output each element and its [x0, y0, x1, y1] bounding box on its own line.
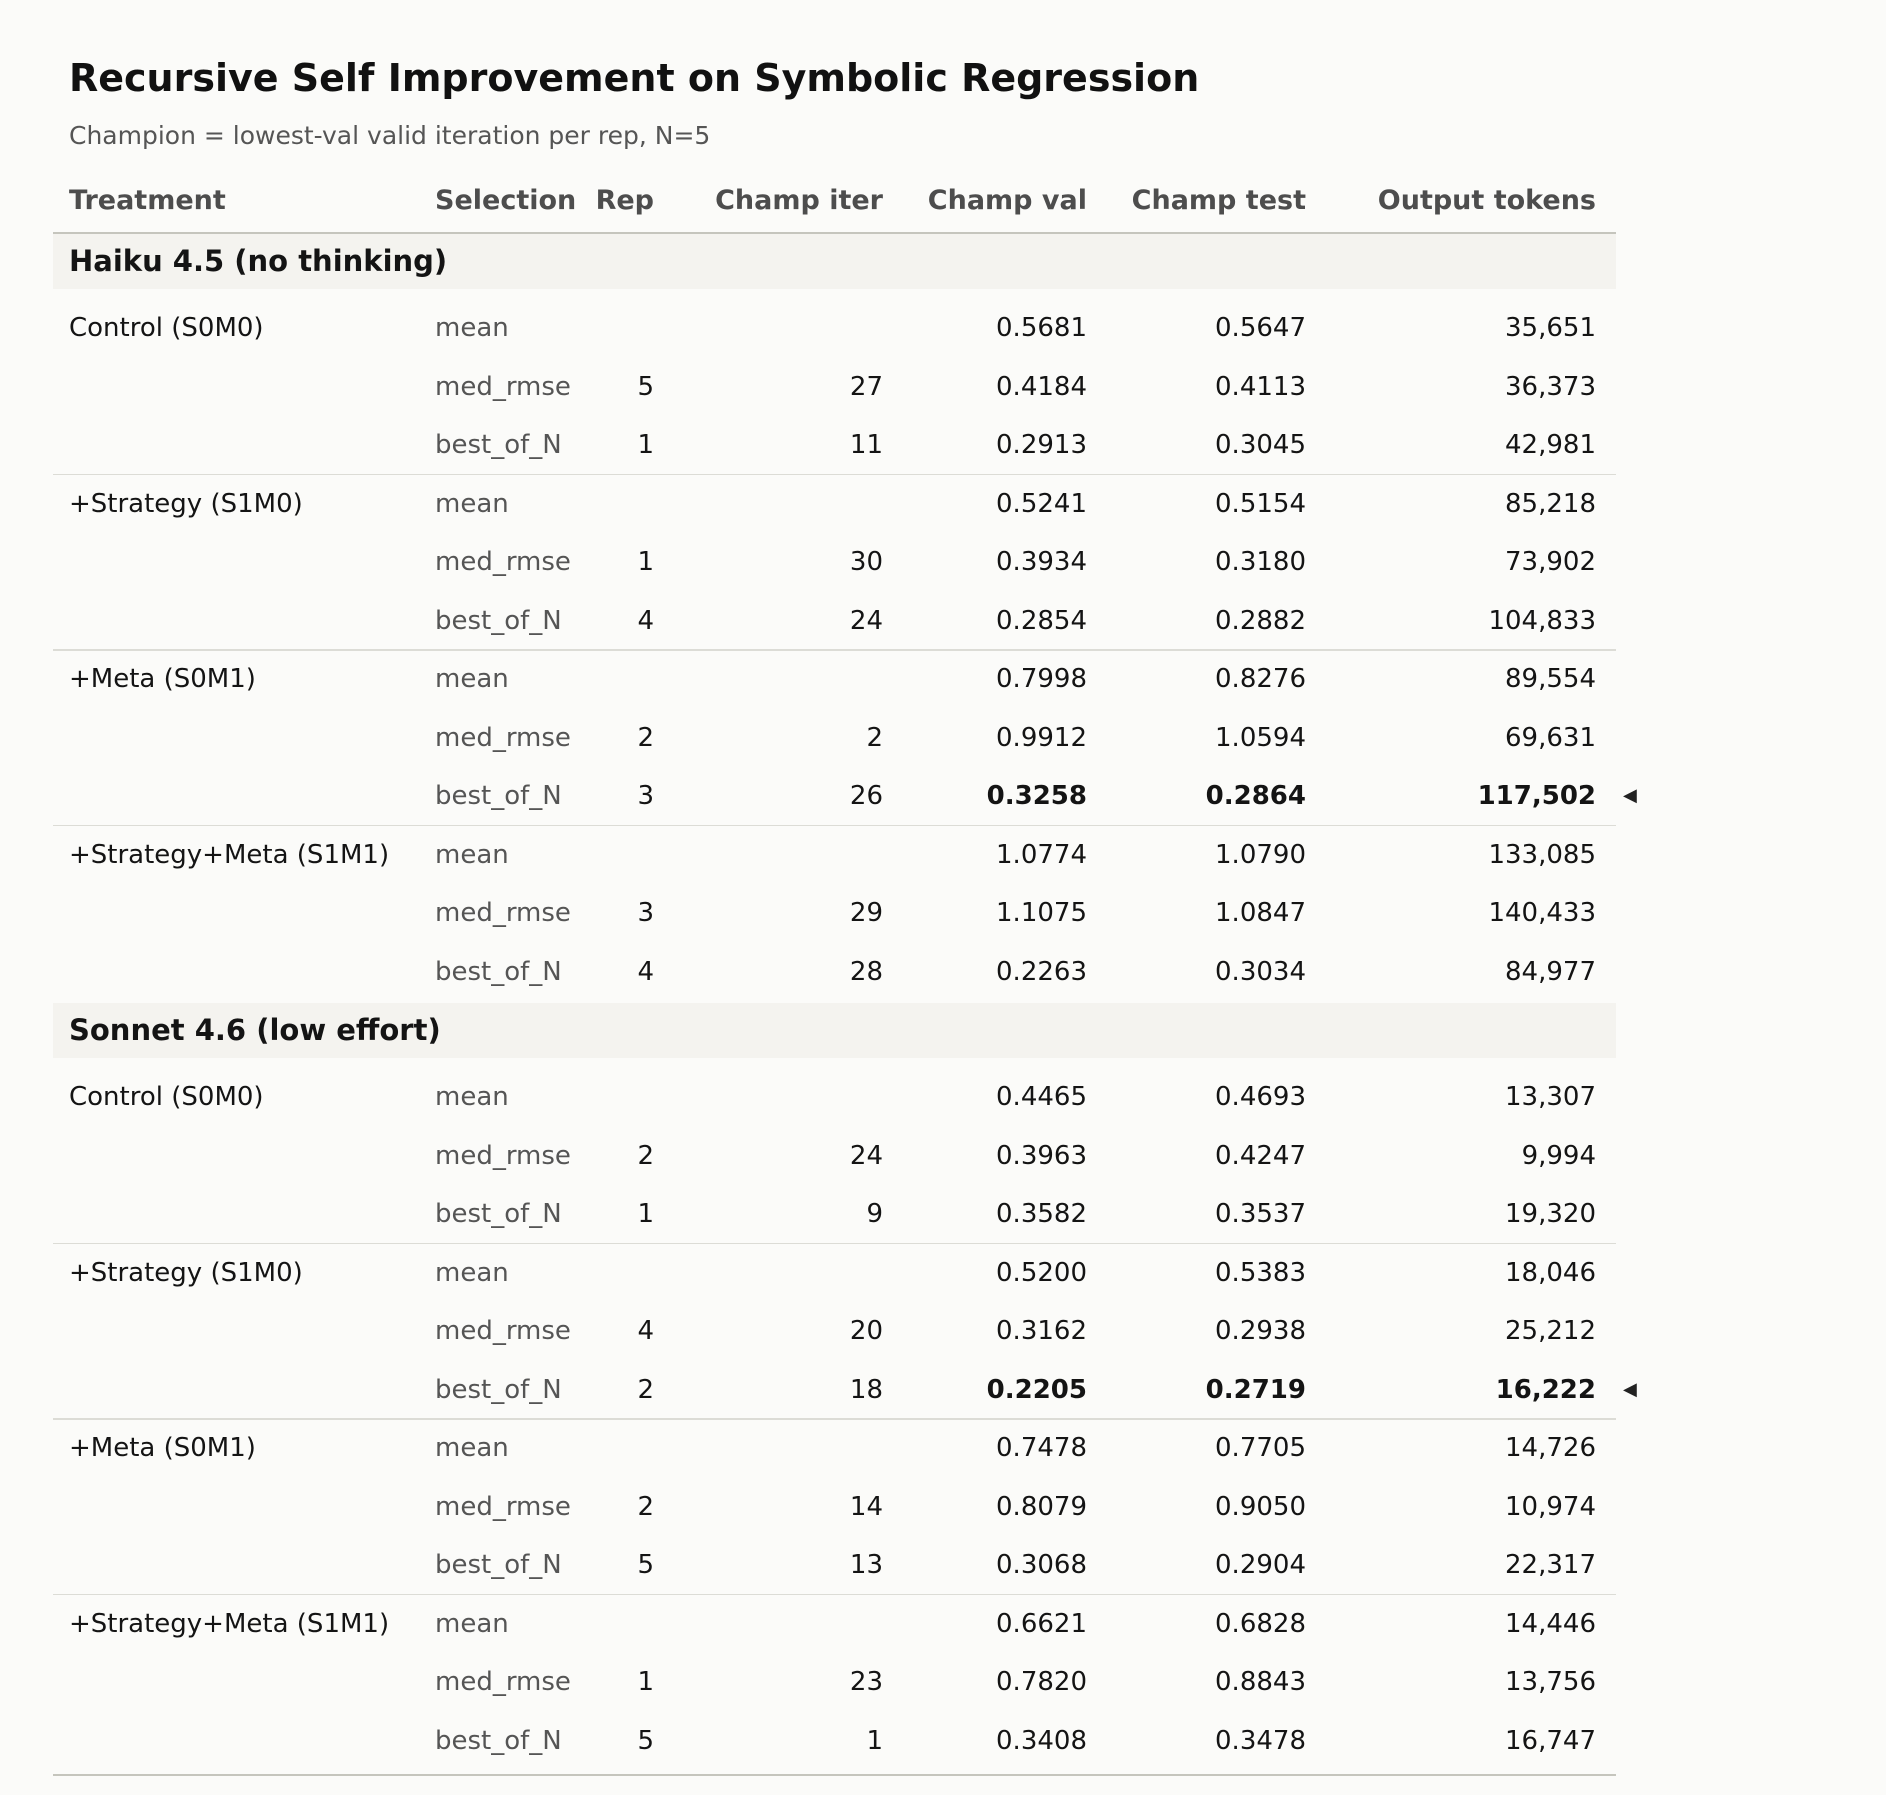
champ-val-cell: 0.3162	[996, 1316, 1087, 1346]
group-title: Sonnet 4.6 (low effort)	[69, 1013, 441, 1047]
treatment-label: +Strategy (S1M0)	[69, 488, 303, 519]
column-header-selection: Selection	[435, 185, 577, 216]
table-row	[53, 1712, 1616, 1771]
chart-title: Recursive Self Improvement on Symbolic Regression	[69, 56, 1200, 100]
output-tokens-cell: 19,320	[1505, 1199, 1596, 1229]
selection-cell: best_of_N	[435, 430, 562, 460]
champ-val-cell: 0.2263	[996, 956, 1087, 987]
champ-test-cell: 1.0847	[1215, 898, 1306, 928]
rep-cell: 3	[637, 898, 654, 928]
table-row	[53, 416, 1616, 475]
champ-test-cell: 0.4247	[1215, 1140, 1306, 1171]
selection-cell: best_of_N	[435, 781, 562, 811]
group-header	[53, 1003, 1616, 1058]
output-tokens-cell: 73,902	[1505, 547, 1596, 577]
bottom-rule	[53, 1774, 1616, 1776]
table-row	[53, 475, 1616, 534]
champ-test-cell: 0.2719	[1205, 1374, 1306, 1405]
selection-cell: mean	[435, 488, 509, 519]
champ-val-cell: 0.9912	[996, 722, 1087, 753]
rep-cell: 1	[637, 1667, 654, 1697]
champ-iter-cell: 9	[866, 1199, 883, 1229]
champ-iter-cell	[683, 475, 883, 534]
champ-val-cell: 0.4465	[996, 1082, 1087, 1112]
output-tokens-cell: 16,747	[1505, 1725, 1596, 1756]
rep-cell	[554, 1419, 654, 1478]
champ-test-cell: 0.5647	[1215, 313, 1306, 343]
output-tokens-cell: 85,218	[1505, 488, 1596, 519]
selection-cell: mean	[435, 1608, 509, 1639]
champ-test-cell: 0.2864	[1205, 781, 1306, 811]
selection-cell: med_rmse	[435, 1667, 571, 1697]
rep-cell: 5	[637, 371, 654, 402]
output-tokens-cell: 18,046	[1505, 1257, 1596, 1288]
output-tokens-cell: 14,726	[1505, 1433, 1596, 1463]
best-row-marker-icon: ◀	[1623, 785, 1637, 806]
champ-val-cell: 0.3582	[996, 1199, 1087, 1229]
output-tokens-cell: 35,651	[1505, 313, 1596, 343]
rep-cell: 2	[637, 1140, 654, 1171]
column-header-rep: Rep	[595, 185, 654, 216]
selection-cell: med_rmse	[435, 371, 571, 402]
rep-cell: 1	[637, 430, 654, 460]
table-row	[53, 1185, 1616, 1244]
treatment-label: +Meta (S0M1)	[69, 664, 256, 694]
output-tokens-cell: 13,307	[1505, 1082, 1596, 1112]
champ-test-cell: 0.3180	[1215, 547, 1306, 577]
selection-cell: best_of_N	[435, 1725, 562, 1756]
group-title: Haiku 4.5 (no thinking)	[69, 244, 448, 278]
champ-iter-cell: 28	[849, 956, 883, 987]
champ-iter-cell: 30	[849, 547, 883, 577]
champ-iter-cell: 11	[849, 430, 883, 460]
champ-iter-cell: 20	[849, 1316, 883, 1346]
champ-iter-cell: 27	[849, 371, 883, 402]
champ-val-cell: 0.7998	[996, 664, 1087, 694]
table-row	[53, 826, 1616, 885]
rep-cell	[554, 1244, 654, 1303]
rep-cell	[554, 299, 654, 358]
output-tokens-cell: 89,554	[1505, 664, 1596, 694]
selection-cell: med_rmse	[435, 898, 571, 928]
champ-test-cell: 0.4113	[1215, 371, 1306, 402]
column-header-champ-iter: Champ iter	[715, 185, 883, 216]
champ-test-cell: 0.2904	[1215, 1550, 1306, 1580]
rep-cell	[554, 1068, 654, 1127]
output-tokens-cell: 13,756	[1505, 1667, 1596, 1697]
champ-iter-cell: 24	[849, 605, 883, 636]
table-row	[53, 299, 1616, 358]
selection-cell: mean	[435, 1433, 509, 1463]
column-header-output-tokens: Output tokens	[1377, 185, 1596, 216]
treatment-label: +Strategy (S1M0)	[69, 1257, 303, 1288]
table-row	[53, 884, 1616, 943]
rep-cell: 4	[637, 1316, 654, 1346]
selection-cell: med_rmse	[435, 1140, 571, 1171]
champ-val-cell: 1.0774	[996, 839, 1087, 870]
table-row	[53, 1595, 1616, 1654]
rep-cell	[554, 826, 654, 885]
champ-val-cell: 0.7478	[996, 1433, 1087, 1463]
table-row	[53, 943, 1616, 1002]
best-row-marker-icon: ◀	[1623, 1378, 1637, 1400]
champ-val-cell: 0.3963	[996, 1140, 1087, 1171]
champ-iter-cell	[683, 650, 883, 709]
champ-test-cell: 0.3537	[1215, 1199, 1306, 1229]
output-tokens-cell: 36,373	[1505, 371, 1596, 402]
table-row	[53, 358, 1616, 417]
output-tokens-cell: 69,631	[1505, 722, 1596, 753]
output-tokens-cell: 10,974	[1505, 1491, 1596, 1522]
champ-test-cell: 0.3034	[1215, 956, 1306, 987]
treatment-label: +Meta (S0M1)	[69, 1433, 256, 1463]
rep-cell: 3	[637, 781, 654, 811]
rep-cell: 2	[637, 1491, 654, 1522]
champ-iter-cell	[683, 826, 883, 885]
group-header	[53, 234, 1616, 289]
table-row	[53, 767, 1637, 826]
table-row	[53, 1419, 1616, 1478]
champ-test-cell: 0.4693	[1215, 1082, 1306, 1112]
chart-subtitle: Champion = lowest-val valid iteration per rep, N=5	[69, 121, 711, 150]
table-row	[53, 1244, 1616, 1303]
column-header-treatment: Treatment	[69, 185, 226, 216]
output-tokens-cell: 14,446	[1505, 1608, 1596, 1639]
selection-cell: best_of_N	[435, 605, 562, 636]
champ-test-cell: 0.5383	[1215, 1257, 1306, 1288]
rep-cell: 5	[637, 1550, 654, 1580]
output-tokens-cell: 117,502	[1477, 781, 1596, 811]
rep-cell	[554, 650, 654, 709]
rep-cell: 5	[637, 1725, 654, 1756]
champ-val-cell: 0.3408	[996, 1725, 1087, 1756]
champ-test-cell: 0.5154	[1215, 488, 1306, 519]
selection-cell: med_rmse	[435, 1316, 571, 1346]
champ-iter-cell: 26	[849, 781, 883, 811]
champ-val-cell: 0.8079	[996, 1491, 1087, 1522]
output-tokens-cell: 104,833	[1488, 605, 1596, 636]
column-header-champ-val: Champ val	[927, 185, 1087, 216]
champ-val-cell: 0.2854	[996, 605, 1087, 636]
output-tokens-cell: 22,317	[1505, 1550, 1596, 1580]
table-row	[53, 650, 1616, 709]
champ-test-cell: 1.0790	[1215, 839, 1306, 870]
champ-val-cell: 0.3068	[996, 1550, 1087, 1580]
table-row	[53, 592, 1616, 651]
champ-val-cell: 0.5200	[996, 1257, 1087, 1288]
table-row	[53, 533, 1616, 592]
column-header-champ-test: Champ test	[1131, 185, 1306, 216]
rep-cell: 1	[637, 1199, 654, 1229]
table-row	[53, 1361, 1637, 1420]
selection-cell: best_of_N	[435, 1550, 562, 1580]
champ-test-cell: 0.2882	[1215, 605, 1306, 636]
champ-iter-cell	[683, 1595, 883, 1654]
champ-val-cell: 0.3934	[996, 547, 1087, 577]
results-table	[53, 169, 1637, 1777]
champ-test-cell: 0.7705	[1215, 1433, 1306, 1463]
selection-cell: mean	[435, 1257, 509, 1288]
champ-iter-cell: 13	[849, 1550, 883, 1580]
selection-cell: best_of_N	[435, 956, 562, 987]
selection-cell: mean	[435, 664, 509, 694]
champ-val-cell: 0.5241	[996, 488, 1087, 519]
rep-cell: 4	[637, 605, 654, 636]
selection-cell: mean	[435, 313, 509, 343]
treatment-label: Control (S0M0)	[69, 313, 264, 343]
output-tokens-cell: 133,085	[1488, 839, 1596, 870]
champ-iter-cell	[683, 299, 883, 358]
rep-cell: 2	[637, 722, 654, 753]
champ-test-cell: 0.9050	[1215, 1491, 1306, 1522]
champ-test-cell: 0.3478	[1215, 1725, 1306, 1756]
champ-test-cell: 0.2938	[1215, 1316, 1306, 1346]
table-row	[53, 1478, 1616, 1537]
champ-val-cell: 0.6621	[996, 1608, 1087, 1639]
output-tokens-cell: 42,981	[1505, 430, 1596, 460]
rep-cell	[554, 475, 654, 534]
champ-val-cell: 0.5681	[996, 313, 1087, 343]
output-tokens-cell: 25,212	[1505, 1316, 1596, 1346]
rep-cell: 1	[637, 547, 654, 577]
champ-test-cell: 0.8276	[1215, 664, 1306, 694]
champ-val-cell: 0.2205	[986, 1374, 1087, 1405]
table-row	[53, 1127, 1616, 1186]
champ-test-cell: 0.3045	[1215, 430, 1306, 460]
champ-val-cell: 0.7820	[996, 1667, 1087, 1697]
table-row	[53, 709, 1616, 768]
selection-cell: best_of_N	[435, 1374, 562, 1405]
champ-val-cell: 1.1075	[996, 898, 1087, 928]
champ-iter-cell	[683, 1068, 883, 1127]
champ-iter-cell: 14	[849, 1491, 883, 1522]
output-tokens-cell: 16,222	[1495, 1374, 1596, 1405]
champ-iter-cell: 18	[849, 1374, 883, 1405]
champ-iter-cell: 23	[849, 1667, 883, 1697]
champ-test-cell: 1.0594	[1215, 722, 1306, 753]
table-row	[53, 1653, 1616, 1712]
rep-cell: 4	[637, 956, 654, 987]
selection-cell: mean	[435, 1082, 509, 1112]
selection-cell: med_rmse	[435, 547, 571, 577]
output-tokens-cell: 9,994	[1521, 1140, 1596, 1171]
selection-cell: med_rmse	[435, 1491, 571, 1522]
champ-iter-cell: 29	[849, 898, 883, 928]
champ-iter-cell: 2	[866, 722, 883, 753]
champ-iter-cell: 24	[849, 1140, 883, 1171]
table-row	[53, 1068, 1616, 1127]
champ-val-cell: 0.2913	[996, 430, 1087, 460]
output-tokens-cell: 84,977	[1505, 956, 1596, 987]
output-tokens-cell: 140,433	[1488, 898, 1596, 928]
rep-cell	[554, 1595, 654, 1654]
champ-iter-cell	[683, 1419, 883, 1478]
treatment-label: Control (S0M0)	[69, 1082, 264, 1112]
selection-cell: mean	[435, 839, 509, 870]
treatment-label: +Strategy+Meta (S1M1)	[69, 1608, 390, 1639]
selection-cell: med_rmse	[435, 722, 571, 753]
champ-test-cell: 0.8843	[1215, 1667, 1306, 1697]
table-row	[53, 1302, 1616, 1361]
champ-val-cell: 0.4184	[996, 371, 1087, 402]
table-row	[53, 1536, 1616, 1595]
champ-iter-cell: 1	[866, 1725, 883, 1756]
champ-val-cell: 0.3258	[986, 781, 1087, 811]
champ-iter-cell	[683, 1244, 883, 1303]
treatment-label: +Strategy+Meta (S1M1)	[69, 839, 390, 870]
selection-cell: best_of_N	[435, 1199, 562, 1229]
champ-test-cell: 0.6828	[1215, 1608, 1306, 1639]
rep-cell: 2	[637, 1374, 654, 1405]
